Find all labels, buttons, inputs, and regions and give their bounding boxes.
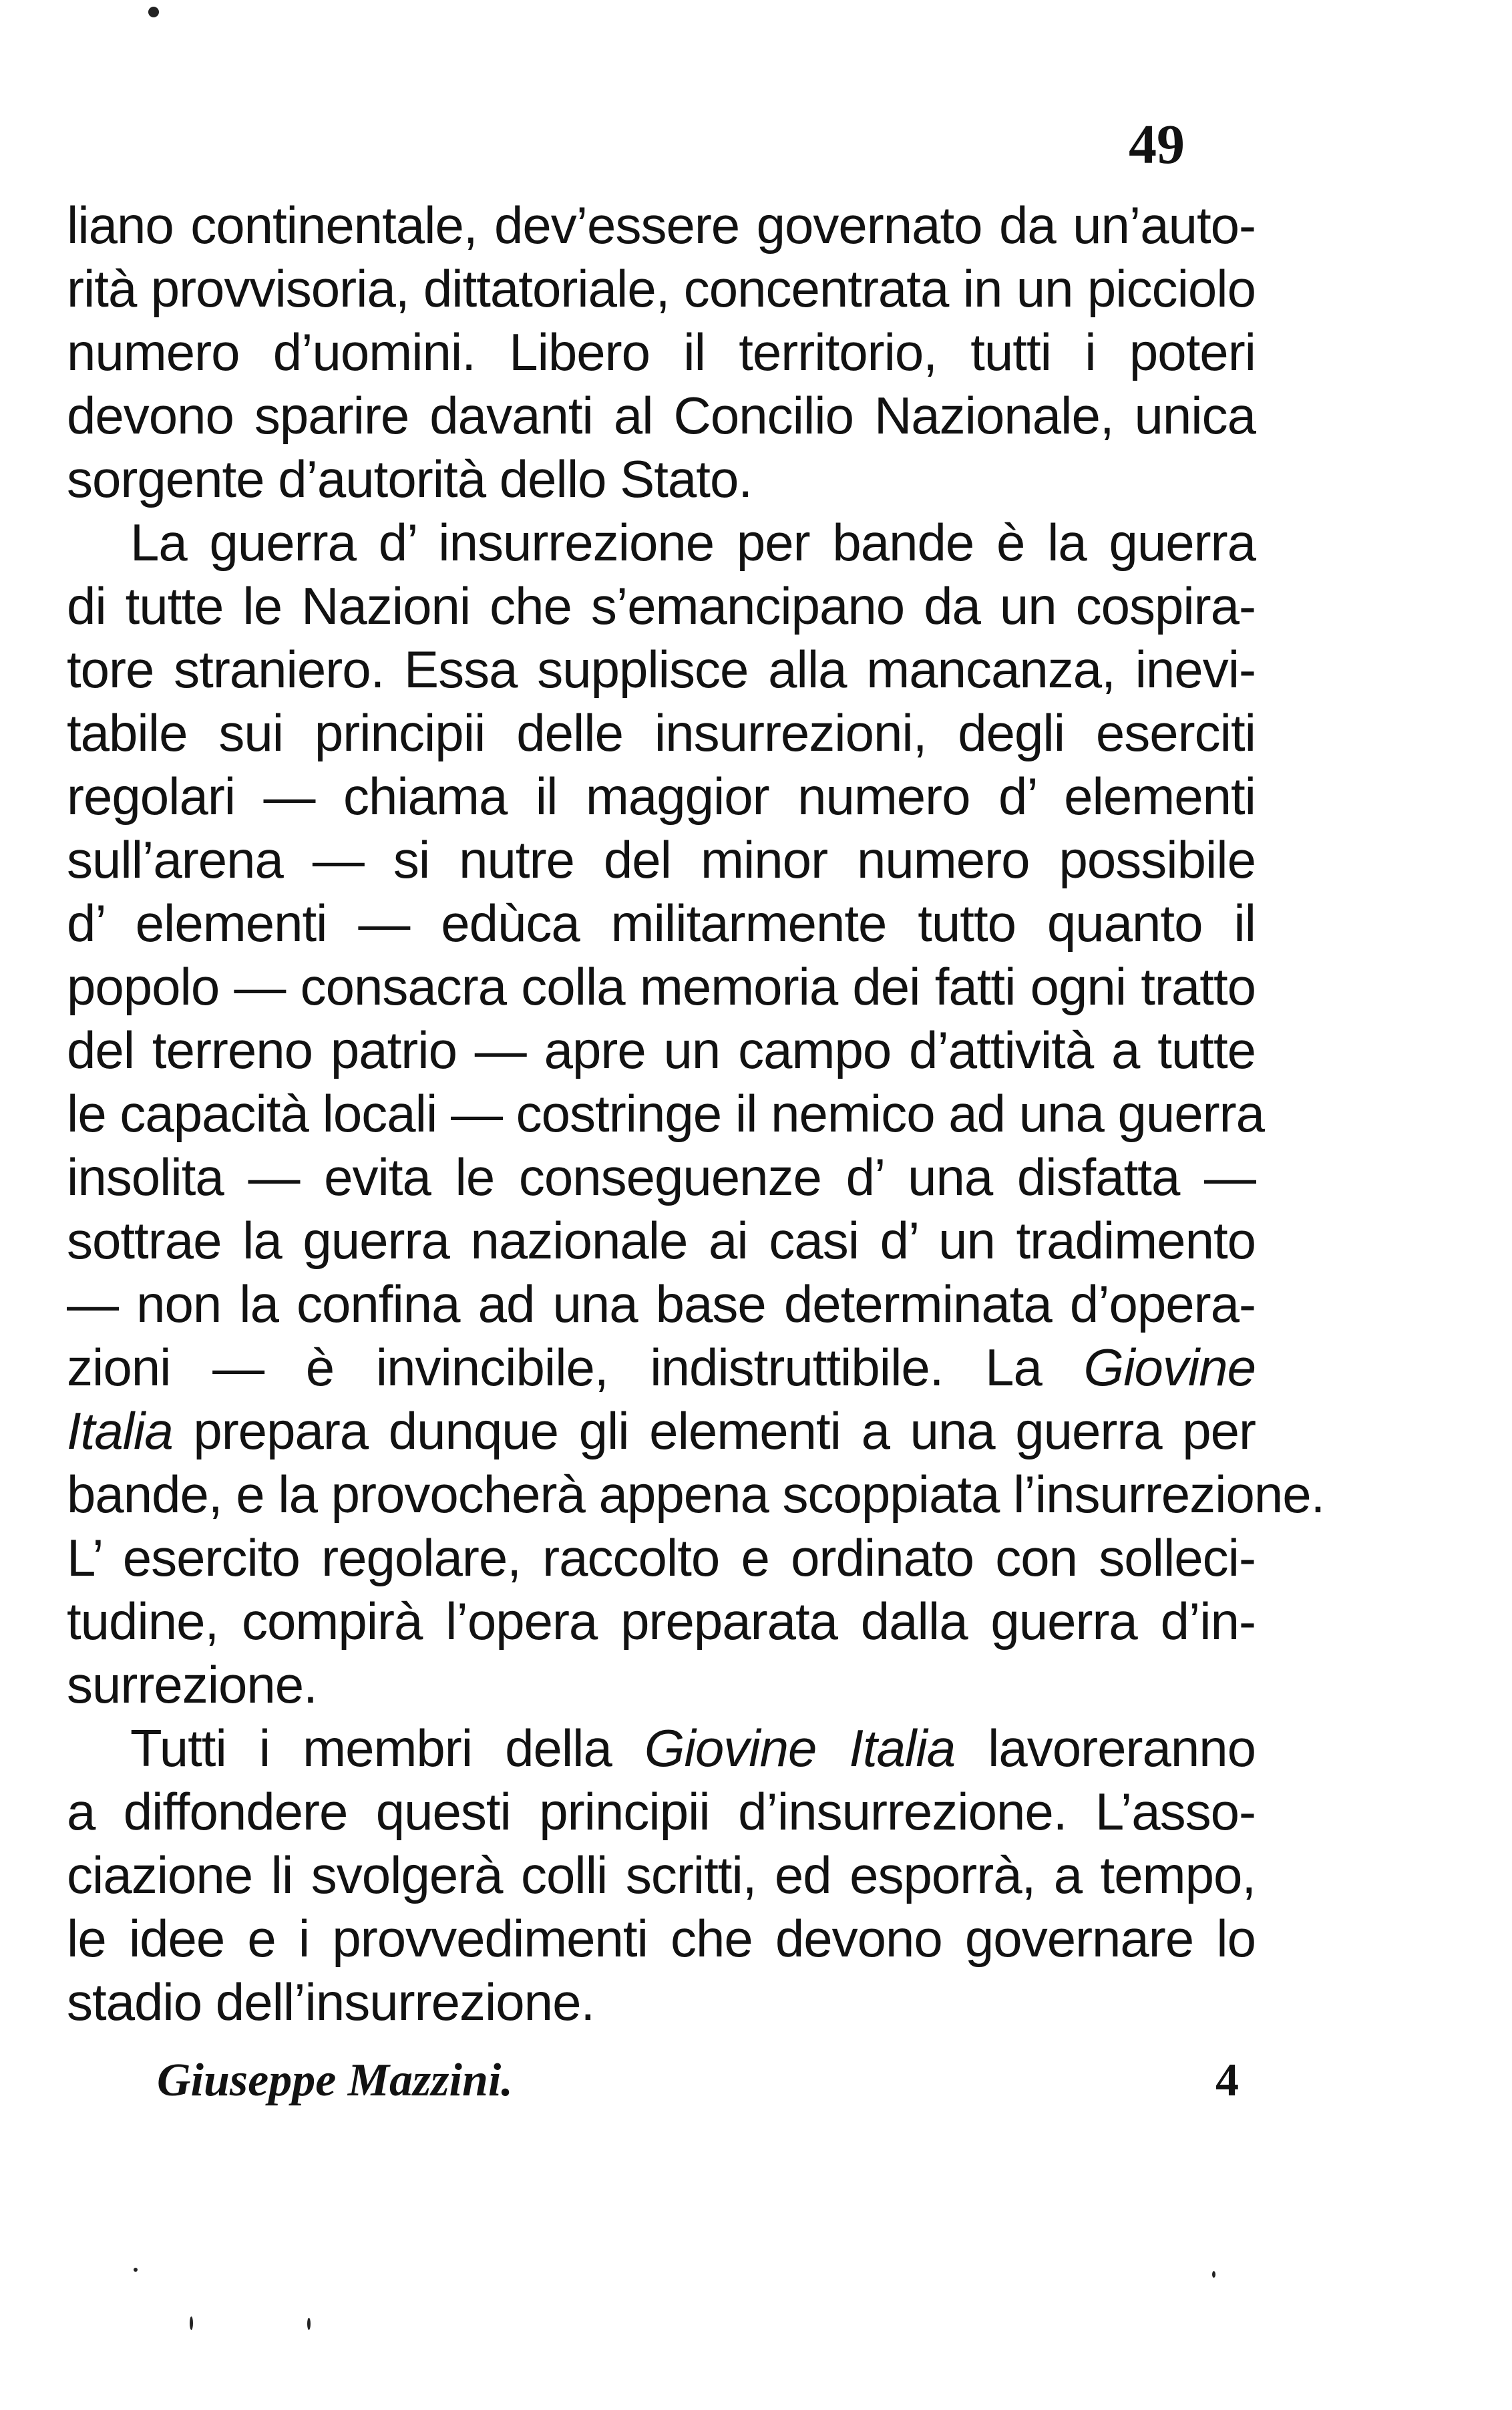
text-line: popolo — consacra colla memoria dei fatti ogni tratto (67, 957, 1256, 1016)
text-line: insolita — evita le conseguenze d’ una disfatta — (67, 1148, 1256, 1206)
text-line: d’ elementi — edùca militarmente tutto quanto il (67, 894, 1256, 953)
ink-speck (134, 2268, 138, 2272)
ink-speck (1212, 2271, 1215, 2278)
text-line: stadio dell’insurrezione. (67, 1972, 595, 2031)
ink-speck (190, 2316, 193, 2330)
text-line: tabile sui principii delle insurrezioni, degli eserciti (67, 703, 1256, 762)
text-line: ciazione li svolgerà colli scritti, ed esporrà, a tempo, (67, 1846, 1256, 1904)
text-line-mixed (67, 1399, 1256, 1463)
text-line: regolari — chiama il maggior numero d’ elementi (67, 767, 1256, 826)
text-line: le capacità locali — costringe il nemico ad una guerra (67, 1084, 1264, 1143)
text-line: del terreno patrio — apre un campo d’attività a tutte (67, 1021, 1256, 1079)
text-line: le idee e i provvedimenti che devono governare lo (67, 1909, 1256, 1968)
ink-speck (148, 7, 159, 17)
text-line: tore straniero. Essa supplisce alla mancanza, inevi- (67, 640, 1256, 699)
signature-row (157, 2057, 1239, 2124)
text-line: sull’arena — si nutre del minor numero possibile (67, 830, 1256, 889)
text-line: tudine, compirà l’opera preparata dalla guerra d’in- (67, 1592, 1256, 1651)
text-line: — non la confina ad una base determinata d’opera- (67, 1274, 1256, 1333)
text-line: La guerra d’ insurrezione per bande è la guerra (130, 513, 1256, 572)
text-run: Tutti i membri della (130, 1719, 644, 1777)
text-line: devono sparire davanti al Concilio Nazionale, unica (67, 386, 1256, 445)
text-line: surrezione. (67, 1655, 317, 1714)
italic-run: Giovine Italia (644, 1719, 956, 1777)
ink-speck (307, 2318, 311, 2330)
italic-run: Giovine (1083, 1338, 1256, 1397)
body-text (67, 194, 1325, 2034)
text-line: di tutte le Nazioni che s’emancipano da un cospira- (67, 576, 1256, 635)
text-line-mixed (67, 1717, 1256, 1780)
text-line: liano continentale, dev’essere governato da un’auto- (67, 196, 1256, 254)
text-line: sorgente d’autorità dello Stato. (67, 450, 753, 508)
italic-run: Italia (67, 1401, 173, 1460)
text-line: sottrae la guerra nazionale ai casi d’ un tradimento (67, 1211, 1256, 1270)
text-line: rità provvisoria, dittatoriale, concentrata in un picciolo (67, 259, 1256, 318)
text-line: L’ esercito regolare, raccolto e ordinato con solleci- (67, 1528, 1256, 1587)
text-run: prepara dunque gli elementi a una guerra per (172, 1401, 1256, 1460)
author-signature: Giuseppe Mazzini. (157, 2055, 513, 2106)
text-line-mixed (67, 1336, 1256, 1399)
signature-mark: 4 (1215, 2055, 1239, 2106)
page-number: 49 (1129, 114, 1185, 176)
text-line: numero d’uomini. Libero il territorio, tutti i poteri (67, 323, 1256, 381)
text-run: zioni — è invincibile, indistruttibile. La (67, 1338, 1084, 1397)
text-run: lavoreranno (955, 1719, 1256, 1777)
text-line: bande, e la provocherà appena scoppiata l’insurrezione. (67, 1465, 1325, 1524)
text-line: a diffondere questi principii d’insurrezione. L’asso- (67, 1782, 1256, 1841)
